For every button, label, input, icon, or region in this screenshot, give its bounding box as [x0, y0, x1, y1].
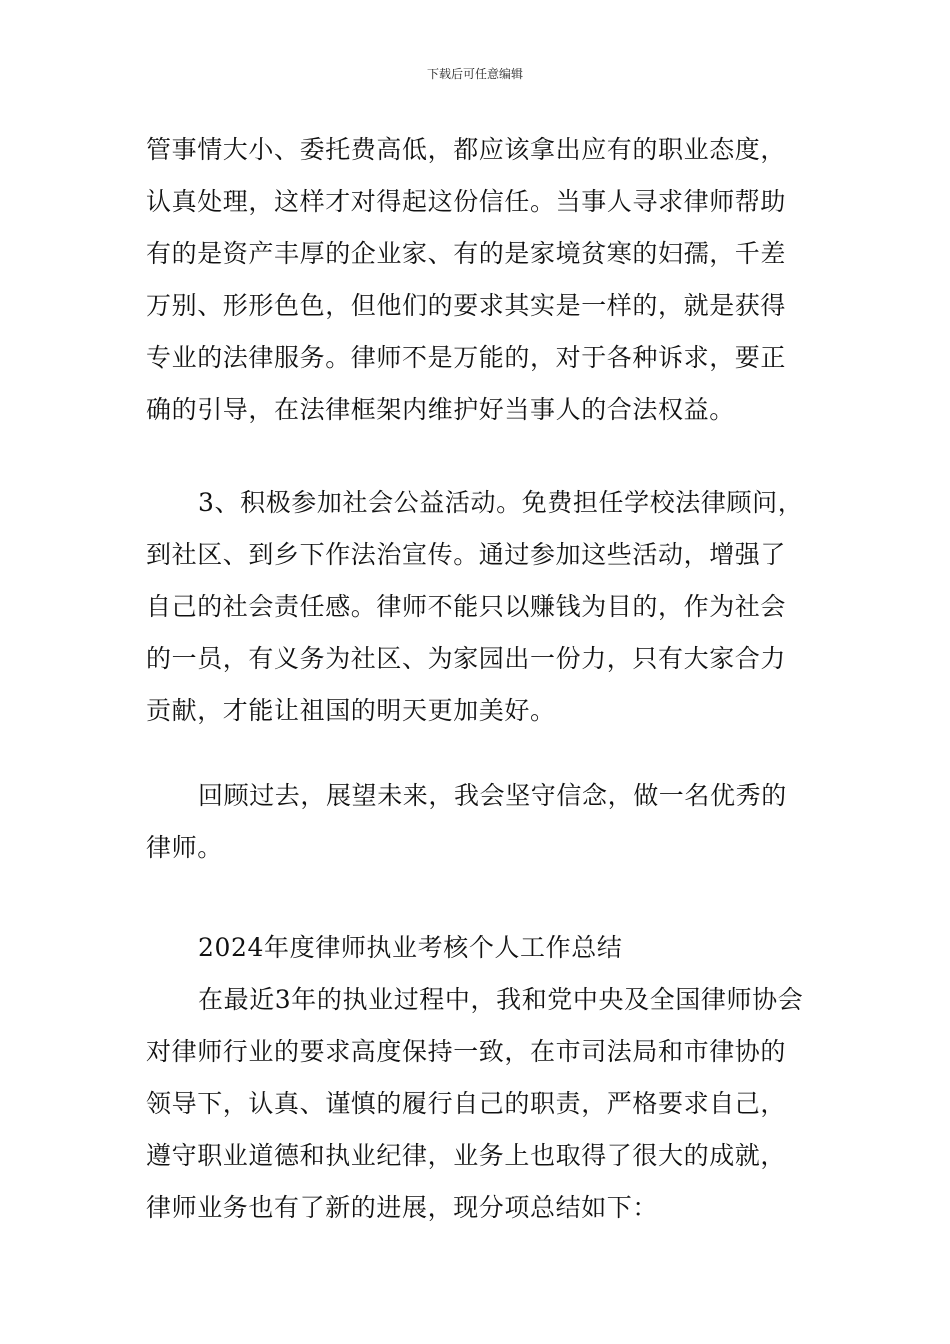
text-line: 管事情大小、委托费高低，都应该拿出应有的职业态度， [146, 135, 787, 164]
paragraph-conclusion [146, 770, 814, 874]
text-line: 律师业务也有了新的进展，现分项总结如下： [146, 1193, 659, 1222]
text-line: 有的是资产丰厚的企业家、有的是家境贫寒的妇孺，千差 [146, 239, 787, 268]
text-line: 在最近3年的执业过程中，我和党中央及全国律师协会 [198, 985, 804, 1014]
text-line: 的一员，有义务为社区、为家园出一份力，只有大家合力 [146, 644, 787, 673]
text-line: 确的引导，在法律框架内维护好当事人的合法权益。 [146, 395, 735, 424]
text-line: 对律师行业的要求高度保持一致，在市司法局和市律协的 [146, 1037, 787, 1066]
paragraph-attitude [146, 124, 814, 436]
text-line: 到社区、到乡下作法治宣传。通过参加这些活动，增强了 [146, 540, 787, 569]
text-line: 回顾过去，展望未来，我会坚守信念，做一名优秀的 [198, 781, 787, 810]
text-line: 专业的法律服务。律师不是万能的，对于各种诉求，要正 [146, 343, 787, 372]
text-line: 自己的社会责任感。律师不能只以赚钱为目的，作为社会 [146, 592, 787, 621]
section-summary [146, 922, 814, 1234]
text-line: 万别、形形色色，但他们的要求其实是一样的，就是获得 [146, 291, 787, 320]
text-line: 领导下，认真、谨慎的履行自己的职责，严格要求自己， [146, 1089, 787, 1118]
text-line: 贡献，才能让祖国的明天更加美好。 [146, 696, 556, 725]
text-line: 认真处理，这样才对得起这份信任。当事人寻求律师帮助 [146, 187, 787, 216]
page-header-note: 下载后可任意编辑 [426, 67, 523, 81]
text-line: 遵守职业道德和执业纪律，业务上也取得了很大的成就， [146, 1141, 787, 1170]
text-line: 律师。 [146, 833, 223, 862]
paragraph-public-welfare [146, 477, 814, 737]
section-title: 2024年度律师执业考核个人工作总结 [198, 933, 623, 962]
text-line: 3、积极参加社会公益活动。免费担任学校法律顾问， [198, 488, 804, 517]
